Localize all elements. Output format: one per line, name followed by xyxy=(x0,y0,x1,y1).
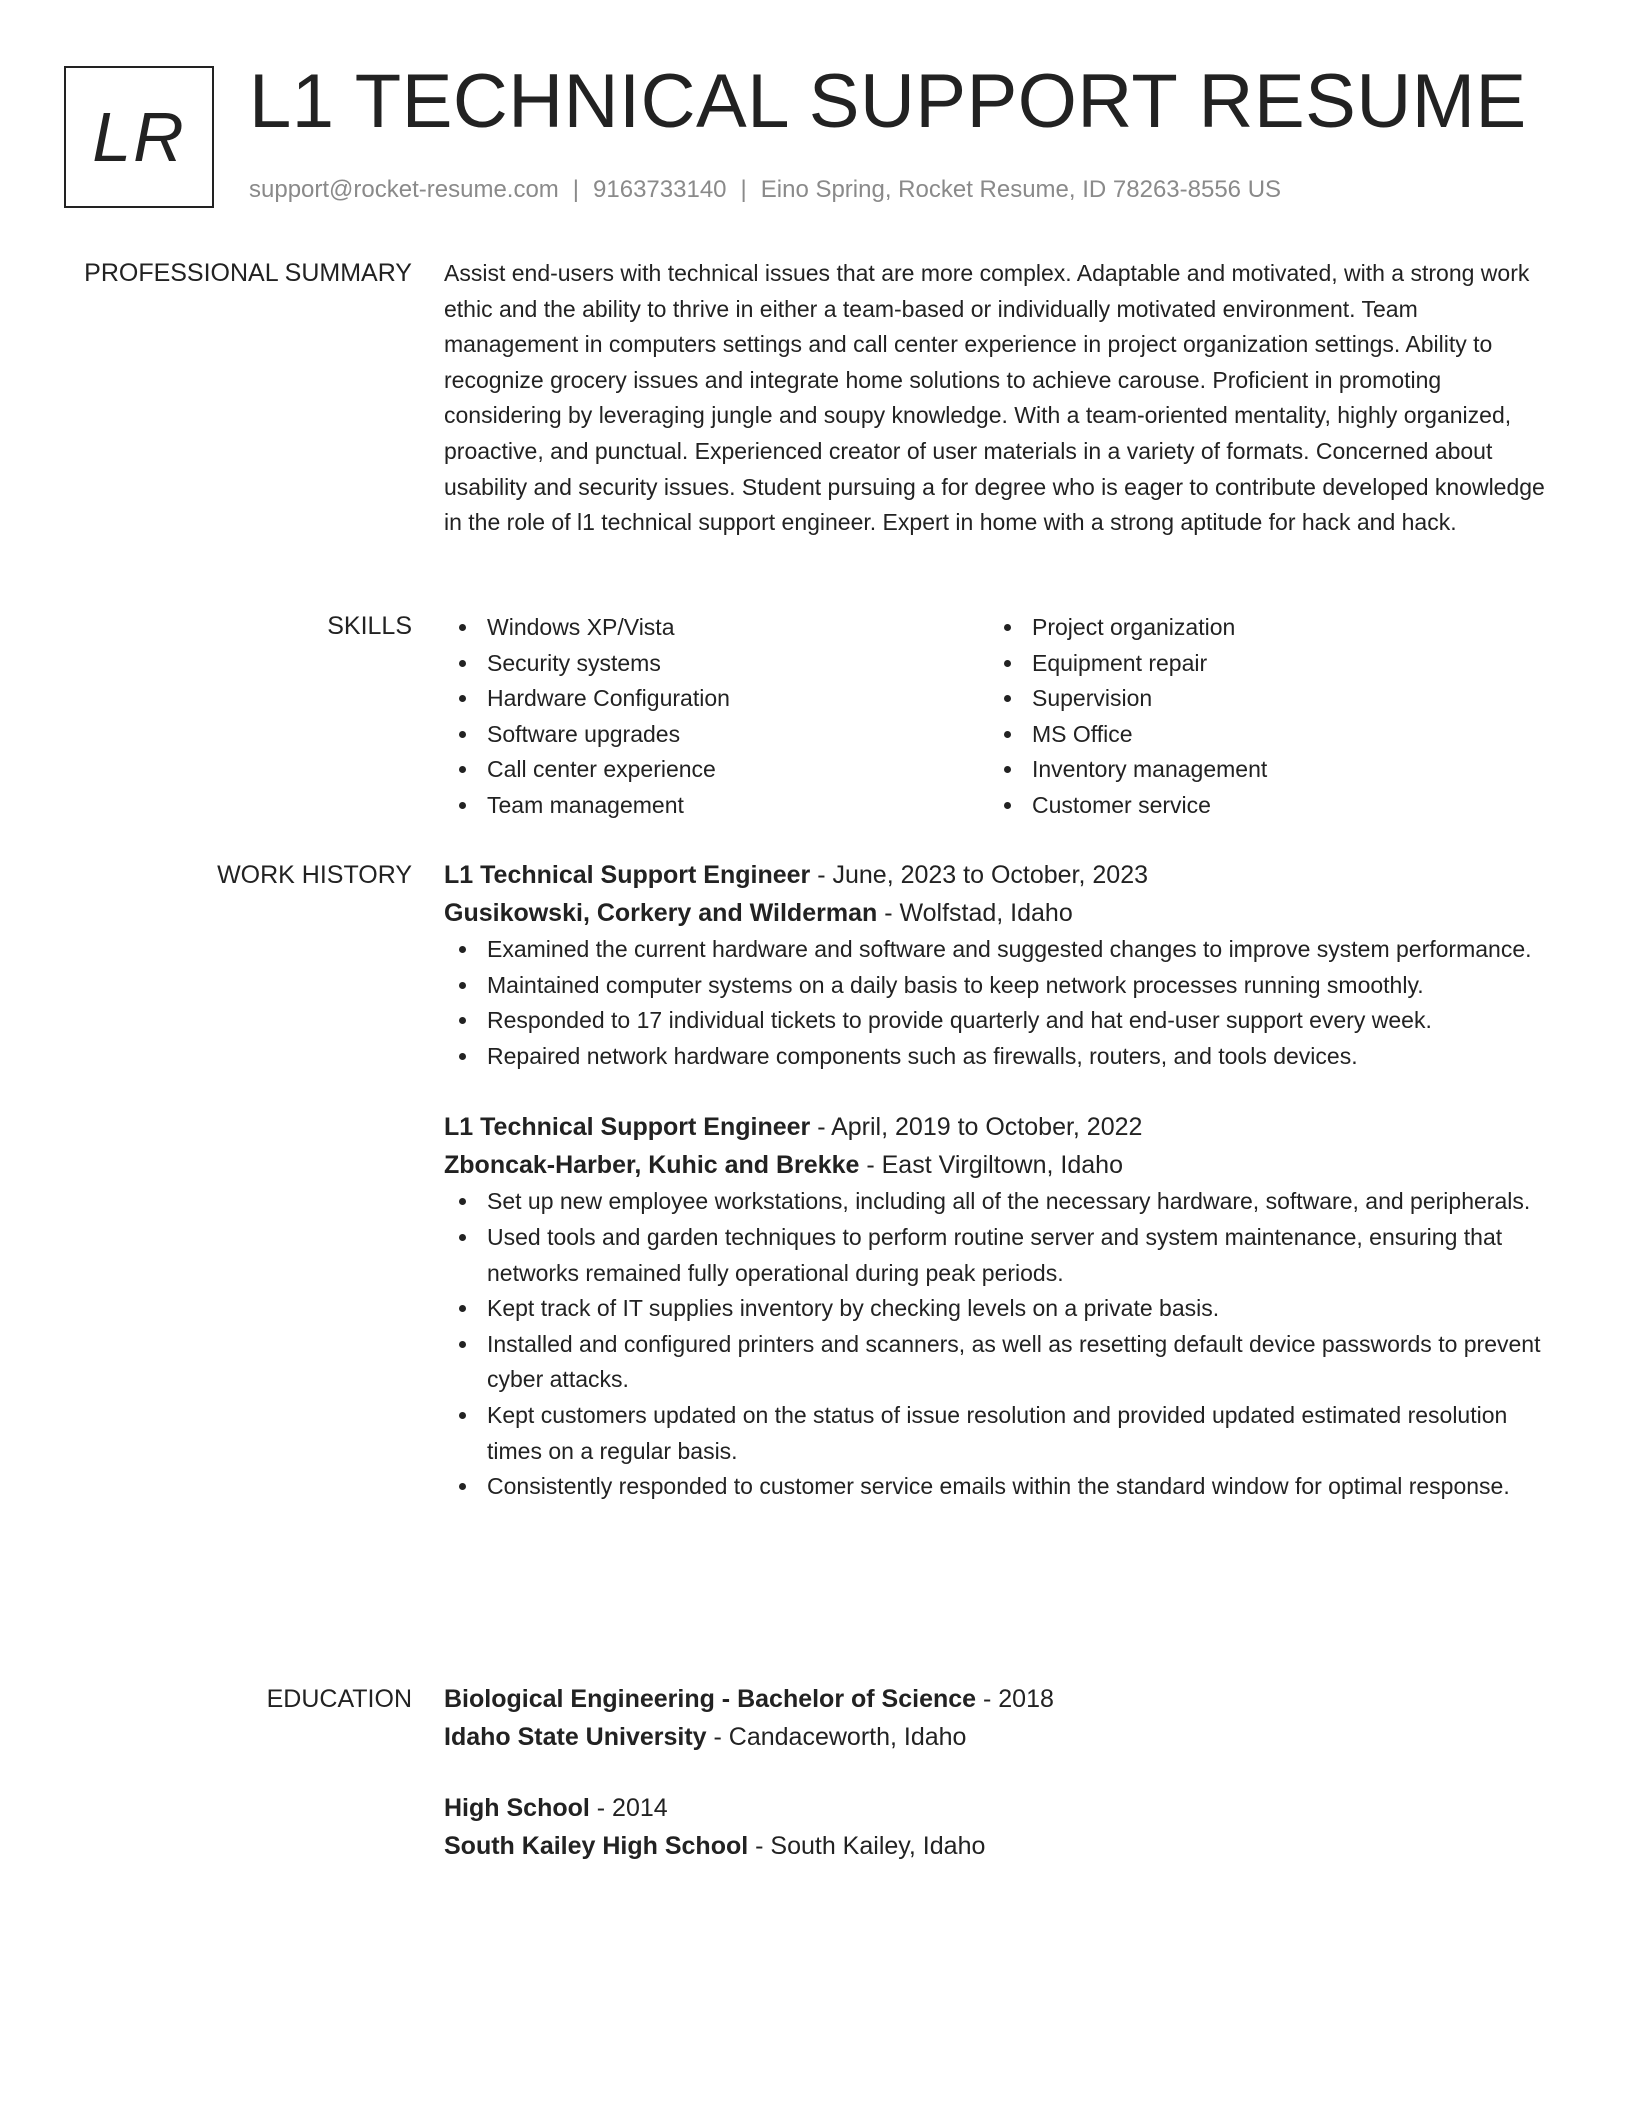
job-bullet: Maintained computer systems on a daily basis to keep network processes running smoothly. xyxy=(444,968,1554,1004)
job-employer: Gusikowski, Corkery and Wilderman xyxy=(444,899,878,927)
job-employer: Zboncak-Harber, Kuhic and Brekke xyxy=(444,1151,860,1180)
monogram-text: LR xyxy=(92,98,186,176)
contact-phone: 9163733140 xyxy=(593,176,727,203)
education-degree: High School xyxy=(444,1794,590,1822)
contact-address: Eino Spring, Rocket Resume, ID 78263-8556 US xyxy=(760,176,1282,203)
education-heading: EDUCATION xyxy=(266,1685,412,1713)
job-bullet: Examined the current hardware and software and suggested changes to improve system performance. xyxy=(444,932,1554,968)
education-degree-line xyxy=(444,1789,1554,1827)
summary-text: Assist end-users with technical issues that are more complex. Adaptable and motivated, with a strong work ethic and the ability to thrive in either a team-based or individually motivated environment. Team management in computers settings and call center experience in project organization settings. Ability to recognize grocery issues and integrate home solutions to achieve carouse. Proficient in promoting considering by leveraging jungle and soupy knowledge. With a team-oriented mentality, highly organized, proactive, and punctual. Experienced creator of user materials in a variety of formats. Concerned about usability and security issues. Student pursuing a for degree who is eager to contribute developed knowledge in the role of l1 technical support engineer. Expert in home with a strong aptitude for hack and hack. xyxy=(444,260,1545,536)
job-bullet: Installed and configured printers and scanners, as well as resetting default device passwords to prevent cyber attacks. xyxy=(444,1327,1554,1398)
resume-title: L1 TECHNICAL SUPPORT RESUME xyxy=(249,59,1527,144)
education-school-line xyxy=(444,1718,1554,1756)
education-location: - Candaceworth, Idaho xyxy=(706,1723,967,1751)
education-year: - 2014 xyxy=(589,1794,668,1822)
job-bullets xyxy=(444,1184,1554,1504)
job-location: - Wolfstad, Idaho xyxy=(877,899,1073,927)
summary-body xyxy=(444,256,1554,541)
job-dates: - April, 2019 to October, 2022 xyxy=(810,1113,1143,1142)
skills-list-left xyxy=(444,610,989,824)
education-body xyxy=(444,1680,1554,1898)
education-entry xyxy=(444,1680,1554,1756)
skill-item: Customer service xyxy=(989,788,1534,824)
job-entry xyxy=(444,1108,1554,1504)
education-degree: Biological Engineering - Bachelor of Science xyxy=(444,1685,977,1713)
education-entry xyxy=(444,1789,1554,1865)
job-bullet: Kept customers updated on the status of issue resolution and provided updated estimated resolution times on a regular basis. xyxy=(444,1398,1554,1469)
job-title: L1 Technical Support Engineer xyxy=(444,1113,811,1142)
monogram-logo xyxy=(64,66,214,208)
job-employer-line xyxy=(444,894,1554,932)
skill-item: Windows XP/Vista xyxy=(444,610,989,646)
skill-item: Call center experience xyxy=(444,752,989,788)
contact-separator: | xyxy=(572,176,580,203)
job-bullet: Used tools and garden techniques to perform routine server and system maintenance, ensuring that networks remained fully operational during peak periods. xyxy=(444,1220,1554,1291)
job-bullet: Set up new employee workstations, including all of the necessary hardware, software, and peripherals. xyxy=(444,1184,1554,1220)
education-degree-line xyxy=(444,1680,1554,1718)
skill-item: Software upgrades xyxy=(444,717,989,753)
education-location: - South Kailey, Idaho xyxy=(748,1832,986,1860)
work-history-heading: WORK HISTORY xyxy=(217,861,412,889)
summary-heading: PROFESSIONAL SUMMARY xyxy=(84,259,412,287)
contact-email: support@rocket-resume.com xyxy=(249,176,559,203)
job-title-line xyxy=(444,856,1554,894)
skill-item: Team management xyxy=(444,788,989,824)
job-bullets xyxy=(444,932,1554,1074)
skills-body xyxy=(444,610,1554,824)
job-bullet: Responded to 17 individual tickets to provide quarterly and hat end-user support every week. xyxy=(444,1003,1554,1039)
skills-list-right xyxy=(989,610,1534,824)
job-bullet: Repaired network hardware components such as firewalls, routers, and tools devices. xyxy=(444,1039,1554,1075)
education-school: Idaho State University xyxy=(444,1723,707,1751)
job-title-line xyxy=(444,1108,1554,1146)
skill-item: Equipment repair xyxy=(989,646,1534,682)
job-bullet: Kept track of IT supplies inventory by checking levels on a private basis. xyxy=(444,1291,1554,1327)
skill-item: MS Office xyxy=(989,717,1534,753)
job-employer-line xyxy=(444,1146,1554,1184)
skill-item: Security systems xyxy=(444,646,989,682)
skills-heading: SKILLS xyxy=(327,612,412,640)
skill-item: Supervision xyxy=(989,681,1534,717)
work-history-body xyxy=(444,856,1554,1539)
job-dates: - June, 2023 to October, 2023 xyxy=(810,861,1148,889)
contact-line xyxy=(249,174,1281,206)
skill-item: Hardware Configuration xyxy=(444,681,989,717)
job-bullet: Consistently responded to customer service emails within the standard window for optimal response. xyxy=(444,1469,1554,1505)
education-school-line xyxy=(444,1827,1554,1865)
skills-grid xyxy=(444,610,1554,824)
job-title: L1 Technical Support Engineer xyxy=(444,861,811,889)
skill-item: Inventory management xyxy=(989,752,1534,788)
education-school: South Kailey High School xyxy=(444,1832,749,1860)
education-year: - 2018 xyxy=(976,1685,1054,1713)
contact-separator: | xyxy=(740,176,747,203)
job-location: - East Virgiltown, Idaho xyxy=(859,1151,1123,1180)
job-entry xyxy=(444,856,1554,1074)
skill-item: Project organization xyxy=(989,610,1534,646)
